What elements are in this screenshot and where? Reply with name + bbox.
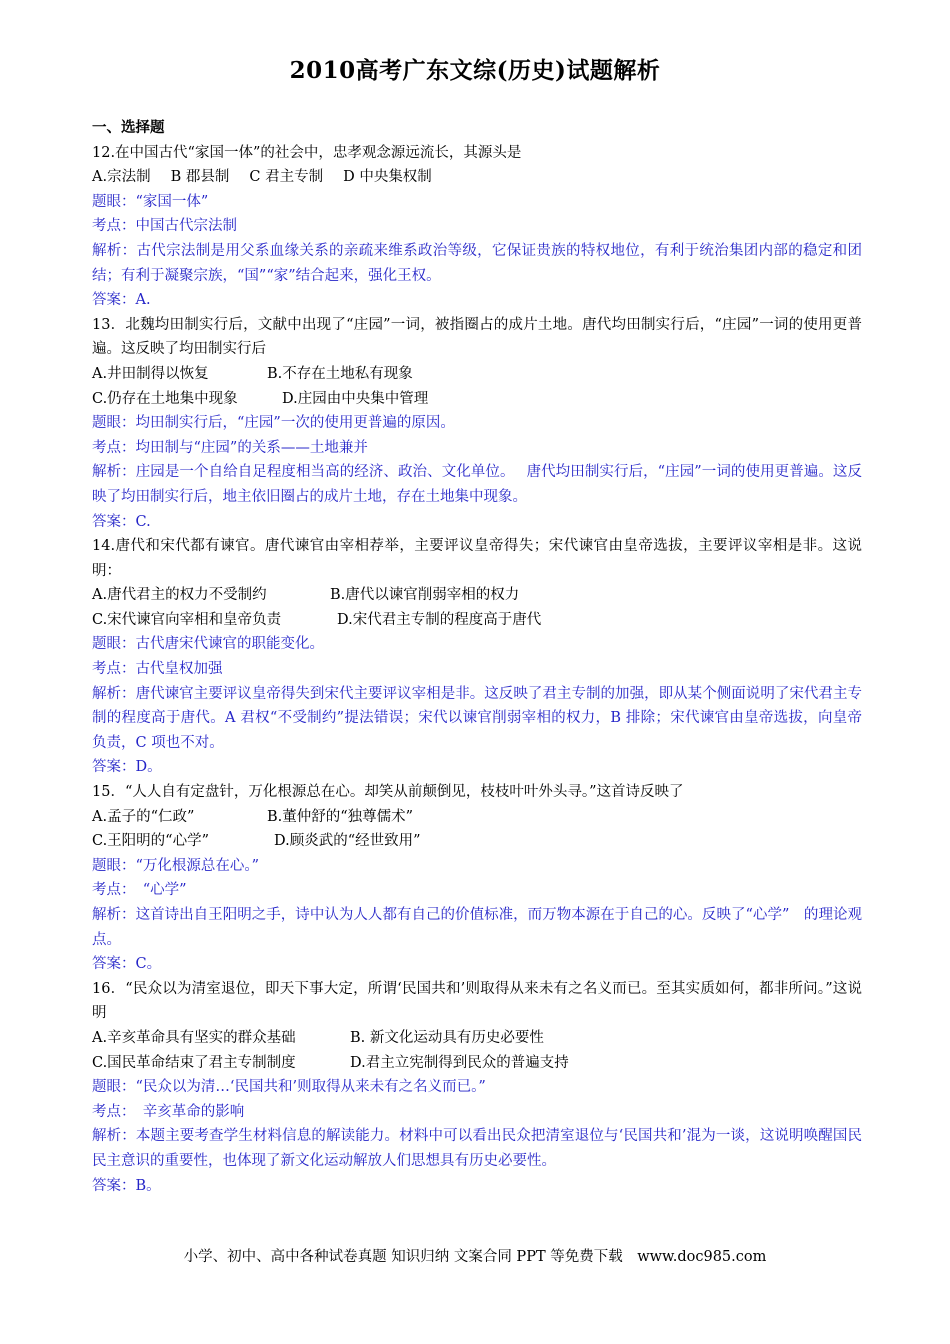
option-line (92, 362, 862, 387)
option-a: A.井田制得以恢复 (92, 365, 209, 382)
section-heading: 一、选择题 (92, 119, 165, 136)
question-tiyan: 题眼：均田制实行后，“庄园”一次的使用更普遍的原因。 (92, 415, 455, 432)
option-a: A.唐代君主的权力不受制约 (92, 587, 267, 604)
question-block (92, 780, 862, 977)
question-tiyan: 题眼：“家国一体” (92, 193, 209, 210)
option-b: B.不存在土地私有现象 (267, 365, 413, 382)
option-b: B.董仲舒的“独尊儒术” (267, 808, 414, 825)
question-stem: 13．北魏均田制实行后，文献中出现了“庄园”一词，被指圈占的成片土地。唐代均田制实行后，“庄园”一词的使用更普遍。这反映了均田制实行后 (92, 316, 862, 358)
option-c: C.仍存在土地集中现象 (92, 390, 238, 407)
question-answer: 答案：C。 (92, 956, 162, 973)
option-a: A.孟子的“仁政” (92, 808, 195, 825)
question-jiexi: 解析：本题主要考查学生材料信息的解读能力。材料中可以看出民众把清室退位与‘民国共和’混为一谈，这说明唤醒国民民主意识的重要性，也体现了新文化运动解放人们思想具有历史必要性。 (92, 1128, 862, 1169)
option-line (92, 1026, 862, 1051)
option-c: C.国民革命结束了君主专制制度 (92, 1054, 296, 1071)
question-tiyan: 题眼：“万化根源总在心。” (92, 857, 260, 874)
question-block (92, 141, 862, 313)
option-line (92, 608, 862, 633)
question-kaodian: 考点：均田制与“庄园”的关系——土地兼并 (92, 439, 368, 456)
question-tiyan: 题眼：“民众以为清…‘民国共和’则取得从来未有之名义而已。” (92, 1079, 486, 1096)
question-kaodian: 考点： “心学” (92, 882, 187, 899)
question-kaodian: 考点：中国古代宗法制 (92, 218, 237, 235)
document-title: 2010高考广东文综(历史)试题解析 (289, 57, 661, 84)
question-stem: 15．“人人自有定盘针，万化根源总在心。却笑从前颠倒见，枝枝叶叶外头寻。”这首诗反映了 (92, 784, 684, 801)
question-block (92, 977, 862, 1198)
option-b: B. 新文化运动具有历史必要性 (350, 1029, 544, 1046)
question-jiexi: 解析：唐代谏官主要评议皇帝得失到宋代主要评议宰相是非。这反映了君主专制的加强，即从某个侧面说明了宋代君主专制的程度高于唐代。A 君权“不受制约”提法错误；宋代以谏官削弱宰相的权力，B 排除；宋代谏官由皇帝选拔，向皇帝负责，C 项也不对。 (92, 685, 862, 751)
question-answer: 答案：B。 (92, 1177, 161, 1194)
option-line (92, 805, 862, 830)
question-answer: 答案：D。 (92, 759, 162, 776)
option-c: C 君主专制 (249, 169, 324, 186)
option-d: D.顾炎武的“经世致用” (274, 833, 421, 850)
question-jiexi: 解析：这首诗出自王阳明之手，诗中认为人人都有自己的价值标准，而万物本源在于自己的心。反映了“心学” 的理论观点。 (92, 907, 862, 948)
question-answer: 答案：C. (92, 513, 151, 530)
option-d: D.宋代君主专制的程度高于唐代 (337, 611, 542, 628)
document-body (92, 116, 862, 1198)
option-d: D.君主立宪制得到民众的普遍支持 (350, 1054, 569, 1071)
option-line (92, 387, 862, 412)
option-a: A.宗法制 (92, 169, 151, 186)
question-kaodian: 考点：古代皇权加强 (92, 661, 223, 678)
question-block (92, 534, 862, 780)
question-block (92, 313, 862, 534)
option-b: B 郡县制 (170, 169, 230, 186)
option-c: C.王阳明的“心学” (92, 833, 210, 850)
option-a: A.辛亥革命具有坚实的群众基础 (92, 1029, 296, 1046)
option-line (92, 1051, 862, 1076)
question-answer: 答案：A. (92, 292, 151, 309)
question-stem: 14.唐代和宋代都有谏官。唐代谏官由宰相荐举，主要评议皇帝得失；宋代谏官由皇帝选拔，主要评议宰相是非。这说明： (92, 538, 862, 579)
option-c: C.宋代谏官向宰相和皇帝负责 (92, 611, 282, 628)
question-jiexi: 解析：庄园是一个自给自足程度相当高的经济、政治、文化单位。 唐代均田制实行后，“庄园”一词的使用更普遍。这反映了均田制实行后，地主依旧圈占的成片土地，存在土地集中现象。 (92, 464, 862, 505)
option-b: B.唐代以谏官削弱宰相的权力 (330, 587, 520, 604)
option-d: D.庄园由中央集中管理 (282, 390, 429, 407)
option-d: D 中央集权制 (343, 169, 432, 186)
page-footer: 小学、初中、高中各种试卷真题 知识归纳 文案合同 PPT 等免费下载 www.doc985.com (183, 1249, 767, 1265)
option-line (92, 829, 862, 854)
question-stem: 16．“民众以为清室退位，即天下事大定，所谓‘民国共和’则取得从来未有之名义而已。至其实质如何，都非所问。”这说明 (92, 980, 862, 1022)
question-tiyan: 题眼：古代唐宋代谏官的职能变化。 (92, 636, 324, 653)
question-jiexi: 解析：古代宗法制是用父系血缘关系的亲疏来维系政治等级，它保证贵族的特权地位，有利于统治集团内部的稳定和团结；有利于凝聚宗族，“国”“家”结合起来，强化王权。 (92, 242, 862, 284)
question-kaodian: 考点： 辛亥革命的影响 (92, 1103, 245, 1120)
question-stem: 12.在中国古代“家国一体”的社会中，忠孝观念源远流长，其源头是 (92, 144, 522, 161)
option-line (92, 165, 862, 190)
option-line (92, 583, 862, 608)
